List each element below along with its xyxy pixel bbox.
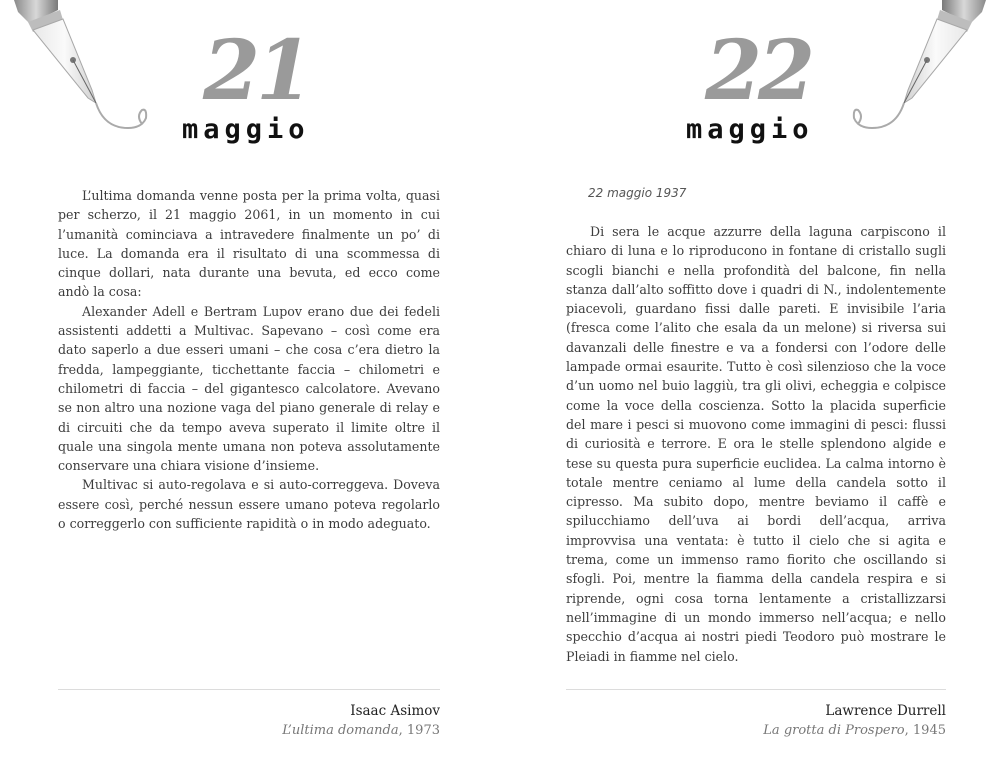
work-year: , 1973 bbox=[398, 723, 440, 738]
month-label: maggio bbox=[182, 114, 310, 145]
paragraph: Di sera le acque azzurre della laguna carpiscono il chiaro di luna e lo riproducono in fontane di cristallo sugli scogli bianchi e nella profondità del balcone, fin nella stanza dall’alto soffitto dove i quadri di N., indolentemente piacevoli, guardano fissi dalle pareti. E invisibile l’aria (fresca come l’alito che esala da un melone) si riversa sui davanzali delle finestre e va a fondersi con l’odore delle lampade ormai esaurite. Tutto è così silenzioso che la voce d’un uomo nel buio laggiù, tra gli olivi, echeggia e colpisce come la voce della coscienza. Sotto la placida superficie del mare i pesci si muovono come immagini di pesci: flussi di curiosità e terrore. E ora le stelle splendono algide e tese su questa pura superficie euclidea. La calma intorno è totale mentre ceniamo al lume della candela sotto il cipresso. Ma subito dopo, mentre beviamo il caffè e spilucchiamo dell’uva ai bordi dell’acqua, arriva improvvisa una ventata: è tutto il cielo che si agita e trema, come un immenso ramo fiorito che oscillando si sfogli. Poi, mentre la fiamma della candela respira e si riprende, ogni cosa torna lentamente a cristallizzarsi nell’immagine di un mondo immerso nell’acqua; e nello specchio d’acqua ai nostri piedi Teodoro può mostrare le Pleiadi in fiamme nel cielo. bbox=[566, 224, 946, 664]
work-citation bbox=[282, 721, 440, 740]
excerpt-text bbox=[58, 186, 440, 533]
author-name: Isaac Asimov bbox=[350, 703, 440, 719]
fountain-pen-icon bbox=[845, 0, 1000, 140]
right-page bbox=[500, 0, 1000, 781]
work-citation bbox=[763, 721, 946, 740]
fountain-pen-icon bbox=[0, 0, 155, 140]
paragraph: Multivac si auto-regolava e si auto-correggeva. Doveva essere così, perché nessun essere umano poteva regolarlo o correggerlo con sufficiente rapidità o in modo adeguato. bbox=[58, 477, 440, 532]
dateline: 22 maggio 1937 bbox=[588, 186, 687, 200]
divider bbox=[566, 689, 946, 690]
paragraph: Alexander Adell e Bertram Lupov erano due dei fedeli assistenti addetti a Multivac. Sapevano – così come era dato saperlo a due esseri umani – che cosa c’era dietro la fredda, lampeggiante, ticchettante faccia – chilometri e chilometri di faccia – del gigantesco calcolatore. Avevano se non altro una nozione vaga del piano generale di relay e di circuiti che da tempo aveva superato il limite oltre il quale una singola mente umana non poteva assolutamente conservare una chiara visione d’insieme. bbox=[58, 303, 440, 474]
excerpt-text bbox=[566, 222, 946, 666]
paragraph: L’ultima domanda venne posta per la prima volta, quasi per scherzo, il 21 maggio 2061, in un momento in cui l’umanità cominciava a intravedere finalmente un po’ di luce. La domanda era il risultato di una scommessa di cinque dollari, nata durante una bevuta, ed ecco come andò la cosa: bbox=[58, 188, 440, 300]
day-number: 22 bbox=[705, 23, 812, 119]
month-label: maggio bbox=[686, 114, 814, 145]
work-year: , 1945 bbox=[904, 723, 946, 738]
source-credit bbox=[282, 702, 440, 740]
day-number: 21 bbox=[203, 23, 310, 119]
work-title: La grotta di Prospero bbox=[763, 723, 905, 738]
divider bbox=[58, 689, 440, 690]
work-title: L’ultima domanda bbox=[282, 723, 399, 738]
source-credit bbox=[763, 702, 946, 740]
author-name: Lawrence Durrell bbox=[825, 703, 946, 719]
